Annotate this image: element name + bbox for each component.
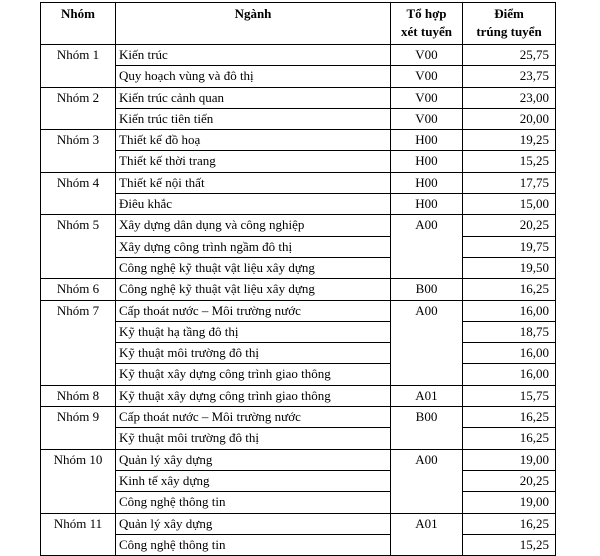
major-cell: Kỹ thuật môi trường đô thị <box>116 428 391 449</box>
score-cell: 16,25 <box>463 428 556 449</box>
score-cell: 16,25 <box>463 279 556 300</box>
score-cell: 20,25 <box>463 470 556 491</box>
score-cell: 23,00 <box>463 87 556 108</box>
major-cell: Kiến trúc cảnh quan <box>116 87 391 108</box>
combo-cell: H00 <box>391 172 463 193</box>
combo-cell: A00 <box>391 300 463 385</box>
table-row <box>41 407 556 428</box>
table-row <box>41 492 556 513</box>
group-cell: Nhóm 6 <box>41 279 116 300</box>
table-row <box>41 449 556 470</box>
table-row <box>41 108 556 129</box>
table-header-row <box>41 3 556 45</box>
major-cell: Kiến trúc <box>116 45 391 66</box>
header-score: Điểm trúng tuyển <box>463 3 556 45</box>
major-cell: Điêu khắc <box>116 194 391 215</box>
table-row <box>41 172 556 193</box>
group-cell: Nhóm 2 <box>41 87 116 130</box>
table-row <box>41 385 556 406</box>
group-cell: Nhóm 5 <box>41 215 116 279</box>
group-cell: Nhóm 3 <box>41 130 116 173</box>
combo-cell: A01 <box>391 385 463 406</box>
combo-cell: V00 <box>391 45 463 66</box>
score-cell: 16,25 <box>463 513 556 534</box>
combo-cell: V00 <box>391 108 463 129</box>
score-cell: 19,00 <box>463 449 556 470</box>
major-cell: Quy hoạch vùng và đô thị <box>116 66 391 87</box>
score-cell: 20,00 <box>463 108 556 129</box>
header-major: Ngành <box>116 3 391 45</box>
combo-cell: H00 <box>391 194 463 215</box>
score-cell: 16,00 <box>463 300 556 321</box>
major-cell: Công nghệ thông tin <box>116 534 391 555</box>
table-row <box>41 66 556 87</box>
major-cell: Quản lý xây dựng <box>116 513 391 534</box>
combo-cell: V00 <box>391 87 463 108</box>
major-cell: Kỹ thuật môi trường đô thị <box>116 343 391 364</box>
combo-cell: B00 <box>391 279 463 300</box>
table-row <box>41 151 556 172</box>
group-cell: Nhóm 8 <box>41 385 116 406</box>
major-cell: Kinh tế xây dựng <box>116 470 391 491</box>
combo-cell: H00 <box>391 151 463 172</box>
header-combo: Tổ hợp xét tuyển <box>391 3 463 45</box>
combo-cell: A00 <box>391 449 463 513</box>
score-cell: 23,75 <box>463 66 556 87</box>
major-cell: Công nghệ thông tin <box>116 492 391 513</box>
table-row <box>41 321 556 342</box>
table-row <box>41 45 556 66</box>
table-row <box>41 534 556 555</box>
combo-cell: V00 <box>391 66 463 87</box>
score-cell: 16,00 <box>463 364 556 385</box>
combo-cell: A01 <box>391 513 463 556</box>
group-cell: Nhóm 10 <box>41 449 116 513</box>
admission-scores-table <box>40 2 556 556</box>
score-cell: 25,75 <box>463 45 556 66</box>
score-cell: 15,75 <box>463 385 556 406</box>
score-cell: 19,25 <box>463 130 556 151</box>
score-cell: 20,25 <box>463 215 556 236</box>
group-cell: Nhóm 9 <box>41 407 116 450</box>
table-row <box>41 428 556 449</box>
table-row <box>41 343 556 364</box>
major-cell: Cấp thoát nước – Môi trường nước <box>116 407 391 428</box>
combo-cell: A00 <box>391 215 463 279</box>
group-cell: Nhóm 1 <box>41 45 116 88</box>
table-row <box>41 257 556 278</box>
major-cell: Kỹ thuật xây dựng công trình giao thông <box>116 364 391 385</box>
major-cell: Kỹ thuật hạ tầng đô thị <box>116 321 391 342</box>
score-cell: 19,50 <box>463 257 556 278</box>
score-cell: 16,25 <box>463 407 556 428</box>
score-cell: 19,75 <box>463 236 556 257</box>
score-cell: 19,00 <box>463 492 556 513</box>
score-cell: 18,75 <box>463 321 556 342</box>
score-cell: 16,00 <box>463 343 556 364</box>
group-cell: Nhóm 4 <box>41 172 116 215</box>
major-cell: Thiết kế đồ hoạ <box>116 130 391 151</box>
score-cell: 15,00 <box>463 194 556 215</box>
admission-scores-table-wrapper <box>40 2 556 556</box>
table-row <box>41 364 556 385</box>
table-row <box>41 513 556 534</box>
combo-cell: H00 <box>391 130 463 151</box>
table-row <box>41 194 556 215</box>
table-row <box>41 236 556 257</box>
group-cell: Nhóm 7 <box>41 300 116 385</box>
table-body <box>41 45 556 556</box>
major-cell: Xây dựng dân dụng và công nghiệp <box>116 215 391 236</box>
score-cell: 15,25 <box>463 151 556 172</box>
major-cell: Cấp thoát nước – Môi trường nước <box>116 300 391 321</box>
major-cell: Quản lý xây dựng <box>116 449 391 470</box>
major-cell: Công nghệ kỹ thuật vật liệu xây dựng <box>116 279 391 300</box>
table-row <box>41 130 556 151</box>
score-cell: 15,25 <box>463 534 556 555</box>
group-cell: Nhóm 11 <box>41 513 116 556</box>
table-row <box>41 279 556 300</box>
major-cell: Xây dựng công trình ngầm đô thị <box>116 236 391 257</box>
major-cell: Kiến trúc tiên tiến <box>116 108 391 129</box>
combo-cell: B00 <box>391 407 463 450</box>
score-cell: 17,75 <box>463 172 556 193</box>
major-cell: Thiết kế nội thất <box>116 172 391 193</box>
table-row <box>41 300 556 321</box>
major-cell: Thiết kế thời trang <box>116 151 391 172</box>
table-row <box>41 215 556 236</box>
table-row <box>41 87 556 108</box>
major-cell: Kỹ thuật xây dựng công trình giao thông <box>116 385 391 406</box>
table-row <box>41 470 556 491</box>
header-group: Nhóm <box>41 3 116 45</box>
major-cell: Công nghệ kỹ thuật vật liệu xây dựng <box>116 257 391 278</box>
